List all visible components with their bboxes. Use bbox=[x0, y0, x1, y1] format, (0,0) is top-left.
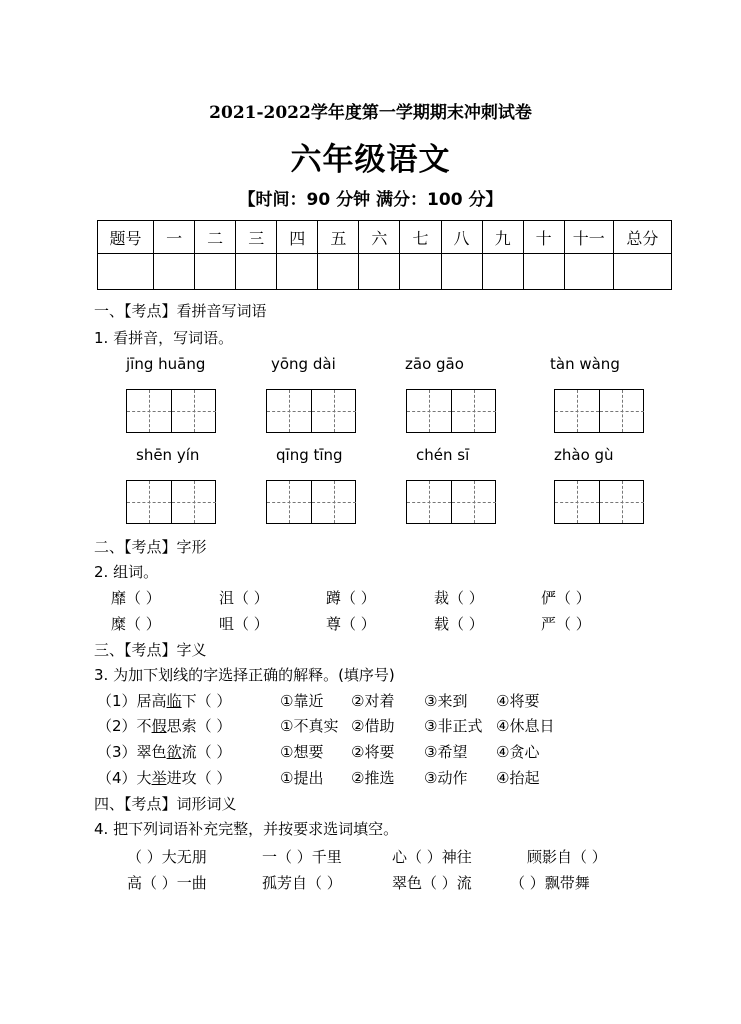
item-number: （1） bbox=[97, 692, 137, 710]
score-header-cell: 四 bbox=[277, 221, 318, 254]
idiom-blank: 高（ ）一曲 bbox=[127, 874, 207, 892]
score-entry-cell[interactable] bbox=[564, 254, 613, 290]
score-table bbox=[97, 220, 672, 290]
idiom-blank: （ ）大无朋 bbox=[127, 848, 207, 866]
score-header-cell: 八 bbox=[441, 221, 482, 254]
option: ④贪心 bbox=[496, 743, 540, 761]
score-entry-cell[interactable] bbox=[195, 254, 236, 290]
word-group-item: 裁（ ） bbox=[434, 589, 484, 607]
option: ③非正式 bbox=[424, 717, 483, 735]
question4-prompt: 4. 把下列词语补充完整，并按要求选词填空。 bbox=[94, 820, 399, 838]
score-entry-cell[interactable] bbox=[154, 254, 195, 290]
score-entry-cell[interactable] bbox=[277, 254, 318, 290]
question3-prompt: 3. 为加下划线的字选择正确的解释。(填序号) bbox=[94, 666, 395, 684]
pinyin-label: zāo gāo bbox=[405, 355, 464, 373]
meaning-item bbox=[97, 715, 231, 736]
option: ②对着 bbox=[351, 692, 395, 710]
exam-title: 六年级语文 bbox=[290, 142, 451, 178]
word-group-item: 俨（ ） bbox=[541, 589, 591, 607]
option: ②借助 bbox=[351, 717, 395, 735]
option: ①想要 bbox=[280, 743, 324, 761]
option: ④将要 bbox=[496, 692, 540, 710]
meaning-item bbox=[97, 741, 231, 762]
phrase-text: 翠色 bbox=[136, 743, 167, 761]
pinyin-label: zhào gù bbox=[554, 446, 614, 464]
exam-subtitle: 2021-2022学年度第一学期期末冲刺试卷 bbox=[209, 103, 532, 123]
word-group-item: 靡（ ） bbox=[111, 589, 161, 607]
word-group-item: 咀（ ） bbox=[219, 615, 269, 633]
option: ④抬起 bbox=[496, 769, 540, 787]
underlined-char: 临 bbox=[166, 692, 182, 710]
underlined-char: 欲 bbox=[166, 743, 182, 761]
idiom-blank: 一（ ）千里 bbox=[262, 848, 342, 866]
score-header-cell: 十 bbox=[523, 221, 564, 254]
answer-grid[interactable] bbox=[406, 480, 496, 524]
section2-heading: 二、【考点】字形 bbox=[94, 538, 207, 556]
score-table-entry-row bbox=[98, 254, 672, 290]
answer-grid[interactable] bbox=[554, 480, 644, 524]
score-entry-cell[interactable] bbox=[236, 254, 277, 290]
answer-grid[interactable] bbox=[406, 389, 496, 433]
pinyin-label: shēn yín bbox=[136, 446, 200, 464]
option: ①不真实 bbox=[280, 717, 339, 735]
section1-heading: 一、【考点】看拼音写词语 bbox=[94, 302, 267, 320]
phrase-text: 进攻（ ） bbox=[166, 769, 232, 787]
answer-grid[interactable] bbox=[126, 480, 216, 524]
answer-grid[interactable] bbox=[554, 389, 644, 433]
score-entry-cell[interactable] bbox=[482, 254, 523, 290]
section3-heading: 三、【考点】字义 bbox=[94, 641, 207, 659]
meaning-item bbox=[97, 767, 231, 788]
score-header-cell: 五 bbox=[318, 221, 359, 254]
phrase-text: 流（ ） bbox=[181, 743, 232, 761]
underlined-char: 假 bbox=[151, 717, 167, 735]
option: ④休息日 bbox=[496, 717, 555, 735]
idiom-blank: 翠色（ ）流 bbox=[392, 874, 472, 892]
pinyin-label: chén sī bbox=[416, 446, 470, 464]
score-header-cell: 六 bbox=[359, 221, 400, 254]
word-group-item: 糜（ ） bbox=[111, 615, 161, 633]
item-number: （3） bbox=[97, 743, 137, 761]
idiom-blank: （ ）飘带舞 bbox=[510, 874, 590, 892]
idiom-blank: 孤芳自（ ） bbox=[262, 874, 342, 892]
phrase-text: 思索（ ） bbox=[166, 717, 232, 735]
word-group-item: 载（ ） bbox=[434, 615, 484, 633]
answer-grid[interactable] bbox=[126, 389, 216, 433]
item-number: （4） bbox=[97, 769, 137, 787]
option: ②推选 bbox=[351, 769, 395, 787]
score-header-cell: 总分 bbox=[613, 221, 671, 254]
section4-heading: 四、【考点】词形词义 bbox=[94, 795, 237, 813]
score-table-header-row bbox=[98, 221, 672, 254]
score-entry-cell[interactable] bbox=[98, 254, 154, 290]
time-info: 【时间：90 分钟 满分：100 分】 bbox=[238, 190, 503, 210]
option: ①提出 bbox=[280, 769, 324, 787]
score-entry-cell[interactable] bbox=[359, 254, 400, 290]
answer-grid[interactable] bbox=[266, 480, 356, 524]
score-header-cell: 二 bbox=[195, 221, 236, 254]
score-entry-cell[interactable] bbox=[613, 254, 671, 290]
phrase-text: 大 bbox=[136, 769, 152, 787]
pinyin-label: yōng dài bbox=[271, 355, 336, 373]
score-header-cell: 一 bbox=[154, 221, 195, 254]
word-group-item: 严（ ） bbox=[541, 615, 591, 633]
answer-grid[interactable] bbox=[266, 389, 356, 433]
item-number: （2） bbox=[97, 717, 137, 735]
question1-prompt: 1. 看拼音，写词语。 bbox=[94, 329, 234, 347]
underlined-char: 举 bbox=[151, 769, 167, 787]
question2-prompt: 2. 组词。 bbox=[94, 563, 159, 581]
score-header-cell: 三 bbox=[236, 221, 277, 254]
option: ②将要 bbox=[351, 743, 395, 761]
phrase-text: 不 bbox=[136, 717, 152, 735]
idiom-blank: 顾影自（ ） bbox=[527, 848, 607, 866]
idiom-blank: 心（ ）神往 bbox=[392, 848, 472, 866]
option: ③来到 bbox=[424, 692, 468, 710]
score-entry-cell[interactable] bbox=[400, 254, 441, 290]
word-group-item: 尊（ ） bbox=[326, 615, 376, 633]
score-header-cell: 十一 bbox=[564, 221, 613, 254]
option: ③希望 bbox=[424, 743, 468, 761]
pinyin-label: tàn wàng bbox=[550, 355, 620, 373]
score-header-cell: 九 bbox=[482, 221, 523, 254]
pinyin-label: jīng huāng bbox=[126, 355, 206, 373]
score-header-cell: 七 bbox=[400, 221, 441, 254]
phrase-text: 下（ ） bbox=[181, 692, 232, 710]
pinyin-label: qīng tīng bbox=[276, 446, 343, 464]
meaning-item bbox=[97, 690, 231, 711]
option: ①靠近 bbox=[280, 692, 324, 710]
word-group-item: 沮（ ） bbox=[219, 589, 269, 607]
phrase-text: 居高 bbox=[136, 692, 167, 710]
score-entry-cell[interactable] bbox=[318, 254, 359, 290]
score-header-cell: 题号 bbox=[98, 221, 154, 254]
option: ③动作 bbox=[424, 769, 468, 787]
word-group-item: 蹲（ ） bbox=[326, 589, 376, 607]
score-entry-cell[interactable] bbox=[523, 254, 564, 290]
score-entry-cell[interactable] bbox=[441, 254, 482, 290]
